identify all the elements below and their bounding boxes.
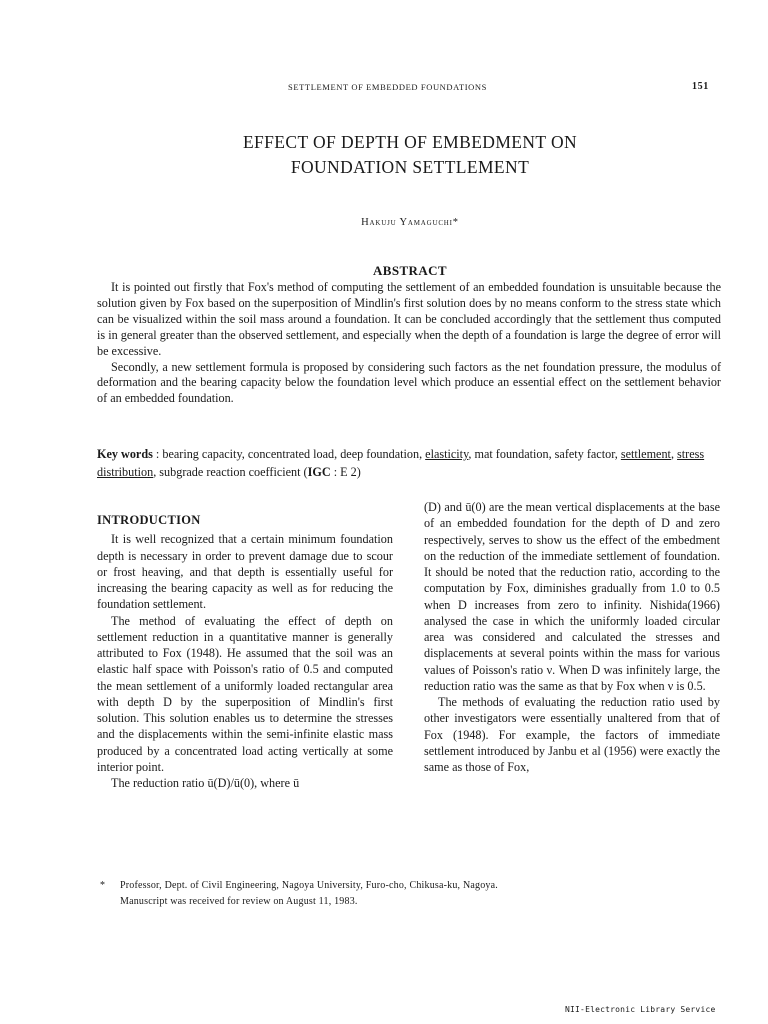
footnote-line-1 [100,878,720,894]
library-watermark: NII-Electronic Library Service [565,1005,716,1014]
igc-value: : E 2) [330,465,361,479]
keyword-settlement: settlement [620,447,671,461]
intro-paragraph-1: It is well recognized that a certain minimum foundation depth is necessary in order to prevent damage due to scour or frost heaving, and that depth is essentially useful for increasing the bearing capacity as well as for reducing the foundation settlement. [97,532,393,612]
section-heading-introduction: INTRODUCTION [97,513,201,527]
keywords-separator: : [152,447,163,461]
running-head-title: SETTLEMENT OF EMBEDDED FOUNDATIONS [288,82,487,92]
paper-title-line-2: FOUNDATION SETTLEMENT [290,157,530,177]
footnote-marker: * [100,880,106,891]
footnote-affiliation: Professor, Dept. of Civil Engineering, Nagoya University, Furo-cho, Chikusa-ku, Nagoya. [120,880,498,891]
abstract-heading: ABSTRACT [373,263,447,278]
page-number: 151 [692,81,709,92]
keywords-label: Key words [97,447,153,461]
keyword-elasticity: elasticity [425,447,469,461]
igc-label: IGC [307,465,331,479]
paper-title [100,130,720,180]
paper-title-line-1: EFFECT OF DEPTH OF EMBEDMENT ON [242,132,578,152]
author-name: Hakuju Yamaguchi* [361,217,459,228]
intro-paragraph-3: The reduction ratio ū(D)/ū(0), where ū [111,776,300,790]
abstract-paragraph-2: Secondly, a new settlement formula is proposed by considering such factors as the net foundation pressure, the modulus of deformation and the bearing capacity below the foundation level which produce an essential effect on the settlement behavior of an embedded foundation. [97,359,721,406]
abstract-body [97,280,721,407]
footnote [100,878,720,910]
keywords-text-3: , [670,447,678,461]
keyword-stress-distribution: stress distribution [97,447,705,479]
keywords-text-2: , mat foundation, safety factor, [468,447,621,461]
left-column [97,512,393,791]
right-paragraph-2: The methods of evaluating the reduction ratio used by other investigators were essentially unaltered from that of Fox (1948). For example, the factors of immediate settlement introduced by Janbu et al (1956) were exactly the same as those of Fox, [424,695,720,774]
keywords-text-4: , subgrade reaction coefficient ( [153,465,308,479]
footnote-line-2: Manuscript was received for review on August 11, 1983. [120,896,358,907]
abstract-paragraph-1: It is pointed out firstly that Fox's method of computing the settlement of an embedded foundation is unsuitable because the solution given by Fox based on the superposition of Mindlin's first solution does by no means conform to the stress state which can be visualized within the soil mass around a foundation. It can be concluded accordingly that the settlement thus computed is in general greater than the observed settlement, and especially when the depth of a foundation is large the degree of error will be excessive. [97,280,721,358]
intro-paragraph-2: The method of evaluating the effect of depth on settlement reduction in a quantitative manner is generally attributed to Fox (1948). He assumed that the soil was an elastic half space with Poisson's ratio of 0.5 and computed the mean settlement of a uniformly loaded rectangular area with depth D by the superposition of Mindlin's first solution. This solution enables us to determine the stresses and the displacements within the semi-infinite elastic mass produced by a concentrated load acting vertically at some interior point. [97,613,393,774]
right-column [424,499,720,775]
right-paragraph-1: (D) and ū(0) are the mean vertical displacements at the base of an embedded foundation for the depth of D and zero respectively, serves to show us the effect of the embedment on the reduction of the immediate settlement of foundation. It should be noted that the reduction ratio, according to the computation by Fox, diminishes gradually from 1.0 to 0.5 when D increases from zero to infinity. Nishida(1966) analysed the case in which the uniformly loaded circular area was considered and calculated the stresses and displacements at several points within the mass for various values of Poisson's ratio ν. When D was infinitely large, the reduction ratio was the same as that by Fox when ν is 0.5. [424,500,720,693]
keywords-block [97,445,721,481]
keywords-text-1: bearing capacity, concentrated load, deep foundation, [162,447,426,461]
running-head [0,82,768,96]
